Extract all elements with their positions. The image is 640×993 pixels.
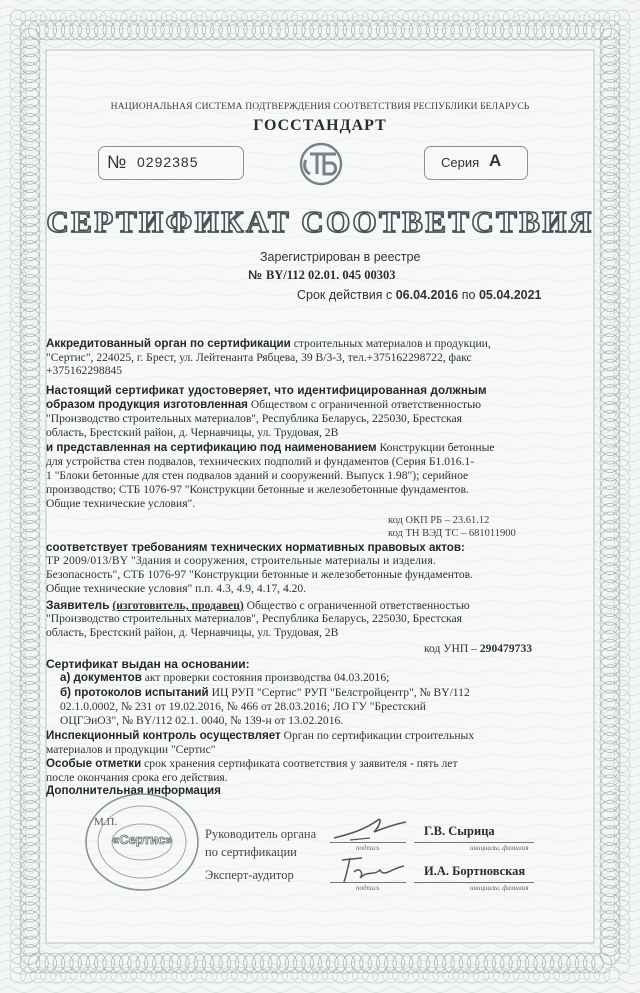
stamp (80, 790, 210, 900)
basis-line-0 (46, 657, 250, 672)
registry-number: BY/112 02.01. 045 00303 (265, 268, 396, 282)
okp-code: код ОКП РБ – 23.61.12 (388, 515, 490, 526)
unp-label: код УНП – (424, 642, 477, 655)
validity-prefix: Срок действия с (297, 288, 393, 302)
registry-number-sign: № (248, 268, 262, 282)
requirements-line-0 (46, 541, 465, 555)
expert-name-line (414, 882, 534, 883)
applicant-line-2: "Производство строительных материалов", Республика Беларусь, 225030, Брестская (46, 612, 462, 625)
unp-value: 290479733 (479, 642, 533, 655)
requirements-line-1: ТР 2009/013/BY "Здания и сооружения, строительные материалы и изделия. (46, 554, 437, 567)
applicant-text-1: Общество с ограниченной ответственностью (246, 599, 470, 612)
expert-signature-icon (334, 852, 410, 886)
head-name-line (414, 842, 534, 843)
head-title-2: по сертификации (205, 845, 297, 859)
requirements-line-2: Безопасность", СТБ 1076-97 "Конструкции бетонные и железобетонные фундаментов. (46, 568, 474, 581)
certifies-label-1: Настоящий сертификат удостоверяет, что идентифицированная должным (46, 384, 487, 397)
certifies-line-4: область, Брестский район, д. Чернавчицы, ул. Трудовая, 2В (46, 426, 339, 439)
basis-a (60, 671, 389, 685)
requirements-line-3: Общие технические условия" п.п. 4.3, 4.9, 4.17, 4.20. (46, 582, 307, 595)
valid-from: 06.04.2016 (395, 288, 459, 302)
basis-b-label: б) протоколов испытаний (60, 686, 209, 699)
requirements-label: соответствует требованиям технических нормативных правовых актов: (46, 541, 465, 554)
stamp-mp: М.П. (94, 816, 118, 828)
basis-a-text: акт проверки состояния производства 04.03.2016; (144, 671, 390, 684)
head-name: Г.В. Сырица (424, 824, 495, 838)
registry-label: Зарегистрирован в реестре (260, 250, 421, 264)
tnved-code: код ТН ВЭД ТС – 681011900 (388, 528, 516, 539)
inspection-line-2: материалов и продукции "Сертис" (46, 743, 216, 756)
applicant-line-3: область, Брестский район, д. Чернавчицы, ул. Трудовая, 2В (46, 626, 339, 639)
unp-row (424, 642, 532, 656)
basis-b-line-3: ОЦГЭиОЗ", № BY/112 02.1. 0040, № 139-н от 13.02.2016. (60, 714, 344, 727)
product-line-4: производство; СТБ 1076-97 "Конструкции бетонные и железобетонные фундаментов. (46, 483, 469, 496)
inspection-text-1: Орган по сертификации строительных (283, 729, 475, 742)
authority-name: ГОССТАНДАРТ (253, 117, 387, 134)
basis-b-line-2: 02.1.0.0002, № 231 от 19.02.2016, № 466 от 28.03.2016; ЛО ГУ "Брестский (60, 700, 426, 713)
validity-to: по (461, 288, 476, 302)
organ-text-1: строительных материалов и продукции, (293, 337, 491, 350)
series-label: Серия (441, 155, 480, 170)
applicant-role: (изготовитель, продавец) (112, 599, 244, 612)
expert-sign-caption: подпись (356, 884, 380, 892)
special-label: Особые отметки (46, 757, 142, 770)
logo (276, 142, 366, 186)
basis-a-label: а) документов (60, 671, 142, 684)
series-box (424, 146, 528, 180)
number-sign: № (107, 152, 127, 172)
organ-line-1 (46, 337, 491, 351)
product-text-1: Конструкции бетонные (379, 441, 495, 454)
expert-title: Эксперт-аудитор (205, 868, 294, 882)
stb-logo-icon (276, 142, 366, 186)
product-line-1 (46, 441, 495, 455)
certifies-line-1 (46, 384, 487, 398)
registry-number-row (248, 266, 395, 284)
stamp-name: «Сертис» (112, 832, 173, 847)
organ-label: Аккредитованный орган по сертификации (46, 337, 291, 350)
applicant-label: Заявитель (46, 598, 110, 612)
system-line: НАЦИОНАЛЬНАЯ СИСТЕМА ПОДТВЕРЖДЕНИЯ СООТВЕТСТВИЯ РЕСПУБЛИКИ БЕЛАРУСЬ (110, 101, 530, 112)
inspection-line-1 (46, 729, 474, 743)
product-line-2: для устройства стен подвалов, технических подполий и фундаментов (Серия Б1.016.1- (46, 455, 475, 468)
number-box (98, 146, 244, 180)
expert-name-caption: инициалы, фамилия (470, 884, 529, 892)
certifies-label-2: образом продукция изготовленная (46, 398, 248, 411)
certificate-title: СЕРТИФИКАТ СООТВЕТСТВИЯ (46, 204, 594, 239)
additional-label: Дополнительная информация (46, 784, 221, 797)
organ-line-2: "Сертис", 224025, г. Брест, ул. Лейтенанта Рябцева, 39 В/3-3, тел.+375162298722, факс (46, 351, 472, 364)
basis-b-text-1: ИЦ РУП "Сертис" РУП "Белстройцентр", № BY/112 (211, 686, 470, 699)
certifies-line-2 (46, 398, 481, 412)
special-line-2: после окончания срока его действия. (46, 771, 228, 784)
organ-line-3: +375162298845 (46, 364, 123, 377)
applicant-line-1 (46, 598, 470, 613)
certificate-number: 0292385 (137, 154, 199, 170)
basis-label: Сертификат выдан на основании: (46, 657, 250, 671)
expert-name: И.А. Бортновская (424, 864, 526, 878)
certifies-text-2: Обществом с ограниченной ответственностью (250, 398, 482, 411)
special-line-1 (46, 757, 458, 771)
product-label: и представленная на сертификацию под наименованием (46, 441, 377, 454)
basis-b-line-1 (60, 686, 470, 700)
product-line-3: 1 "Блоки бетонные для стен подвалов зданий и сооружений. Выпуск 1.98"); серийное (46, 469, 469, 482)
valid-to: 05.04.2021 (478, 288, 542, 302)
head-title-1: Руководитель органа (205, 827, 317, 841)
series-value: А (489, 151, 502, 170)
product-line-5: Общие технические условия". (46, 497, 196, 510)
validity-row (297, 288, 542, 302)
certifies-line-3: "Производство строительных материалов", Республика Беларусь, 225030, Брестская (46, 412, 462, 425)
head-sign-caption: подпись (356, 844, 380, 852)
special-text-1: срок хранения сертификата соответствия у заявителя - пять лет (144, 757, 458, 770)
inspection-label: Инспекционный контроль осуществляет (46, 729, 281, 742)
head-signature-icon (330, 812, 410, 844)
head-name-caption: инициалы, фамилия (470, 844, 529, 852)
